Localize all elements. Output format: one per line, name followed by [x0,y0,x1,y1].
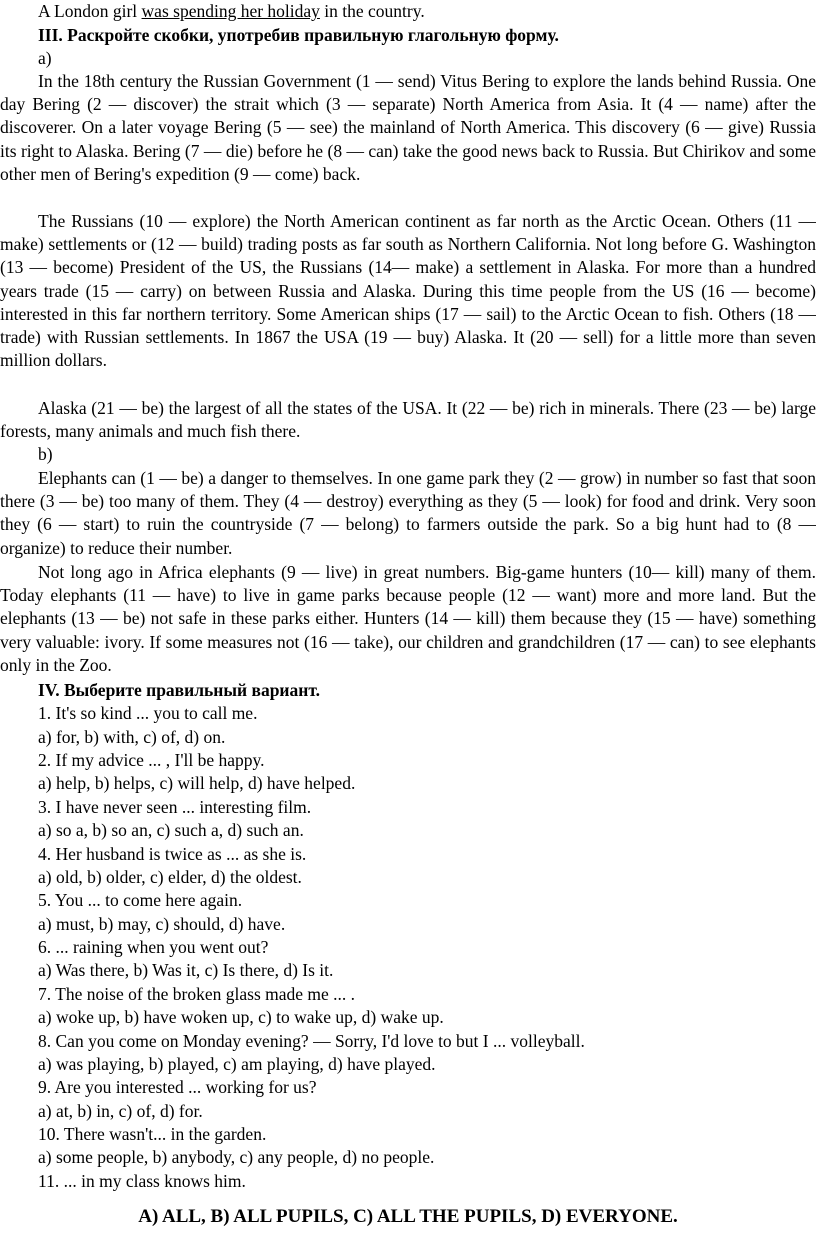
list-item: 1. It's so kind ... you to call me. [38,703,258,723]
part-b-label: b) [38,444,53,464]
paragraph-elephants-africa: Not long ago in Africa elephants (9 — live) in great numbers. Big-game hunters (10— kill) many of them. Today elephants (11 — have) to live in game parks because people (12 — want) more and more land. But the elephants (13 — be) not safe in these parks either. Hunters (14 — kill) them because they (15 — have) something very valuable: ivory. If some measures not (16 — take), our children and grandchildren (17 — can) to see elephants only in the Zoo. [0,562,816,675]
list-item: a) woke up, b) have woken up, c) to wake up, d) wake up. [38,1007,444,1027]
section-3-heading: III. Раскройте скобки, употребив правильную глагольную форму. [38,25,559,45]
list-item: a) was playing, b) played, c) am playing, d) have played. [38,1054,436,1074]
list-item: 9. Are you interested ... working for us? [38,1077,317,1097]
list-item: 11. ... in my class knows him. [38,1171,246,1191]
part-a-label: a) [38,48,52,68]
paragraph-russians: The Russians (10 — explore) the North American continent as far north as the Arctic Ocean. Others (11 — make) settlements or (12 — build) trading posts as far south as Northern California. Not long before G. Washington (13 — become) President of the US, the Russians (14— make) a settlement in Alaska. For more than a hundred years trade (15 — carry) on between Russia and Alaska. During this time people from the US (16 — become) interested in this far northern territory. Some American ships (17 — sail) to the Arctic Ocean to fish. Others (18 — trade) with Russian settlements. In 1867 the USA (19 — buy) Alaska. It (20 — sell) for a little more than seven million dollars. [0,211,816,371]
list-item: a) old, b) older, c) elder, d) the oldest. [38,867,302,887]
intro-sentence [38,0,816,23]
list-item: 8. Can you come on Monday evening? — Sorry, I'd love to but I ... volleyball. [38,1031,585,1051]
list-item: a) at, b) in, c) of, d) for. [38,1101,203,1121]
list-item: 3. I have never seen ... interesting film. [38,797,312,817]
list-item: a) for, b) with, c) of, d) on. [38,727,226,747]
list-item: a) Was there, b) Was it, c) Is there, d) Is it. [38,960,334,980]
paragraph-elephants-danger: Elephants can (1 — be) a danger to themselves. In one game park they (2 — grow) in number so fast that soon there (3 — be) too many of them. They (4 — destroy) everything as they (5 — look) for food and drink. Very soon they (6 — start) to ruin the countryside (7 — belong) to farmers outside the park. So a big hunt had to (8 — organize) to reduce their number. [0,468,816,558]
list-item: 10. There wasn't... in the garden. [38,1124,267,1144]
list-item: 2. If my advice ... , I'll be happy. [38,750,265,770]
paragraph-bering: In the 18th century the Russian Government (1 — send) Vitus Bering to explore the lands behind Russia. One day Bering (2 — discover) the strait which (3 — separate) North America from Asia. It (4 — name) after the discoverer. On a later voyage Bering (5 — see) the mainland of North America. This discovery (6 — give) Russia its right to Alaska. Bering (7 — die) before he (8 — can) take the good news back to Russia. But Chirikov and some other men of Bering's expedition (9 — come) back. [0,71,816,184]
list-item: 7. The noise of the broken glass made me ... . [38,984,356,1004]
list-item: 5. You ... to come here again. [38,890,243,910]
list-item: a) some people, b) anybody, c) any people, d) no people. [38,1147,435,1167]
section-4-heading: IV. Выберите правильный вариант. [38,680,320,700]
list-item: a) so a, b) so an, c) such a, d) such an. [38,820,304,840]
intro-prefix: A London girl [38,1,142,21]
list-item: 4. Her husband is twice as ... as she is. [38,844,307,864]
intro-suffix: in the country. [319,1,425,21]
list-item: 6. ... raining when you went out? [38,937,269,957]
intro-underlined-phrase: was spending her holiday [141,1,320,21]
paragraph-alaska: Alaska (21 — be) the largest of all the states of the USA. It (22 — be) rich in minerals. There (23 — be) large forests, many animals and much fish there. [0,398,816,442]
list-item: a) help, b) helps, c) will help, d) have helped. [38,773,356,793]
final-answer-options: A) ALL, B) ALL PUPILS, C) ALL THE PUPILS, D) EVERYONE. [138,1206,678,1227]
list-item: a) must, b) may, c) should, d) have. [38,914,286,934]
